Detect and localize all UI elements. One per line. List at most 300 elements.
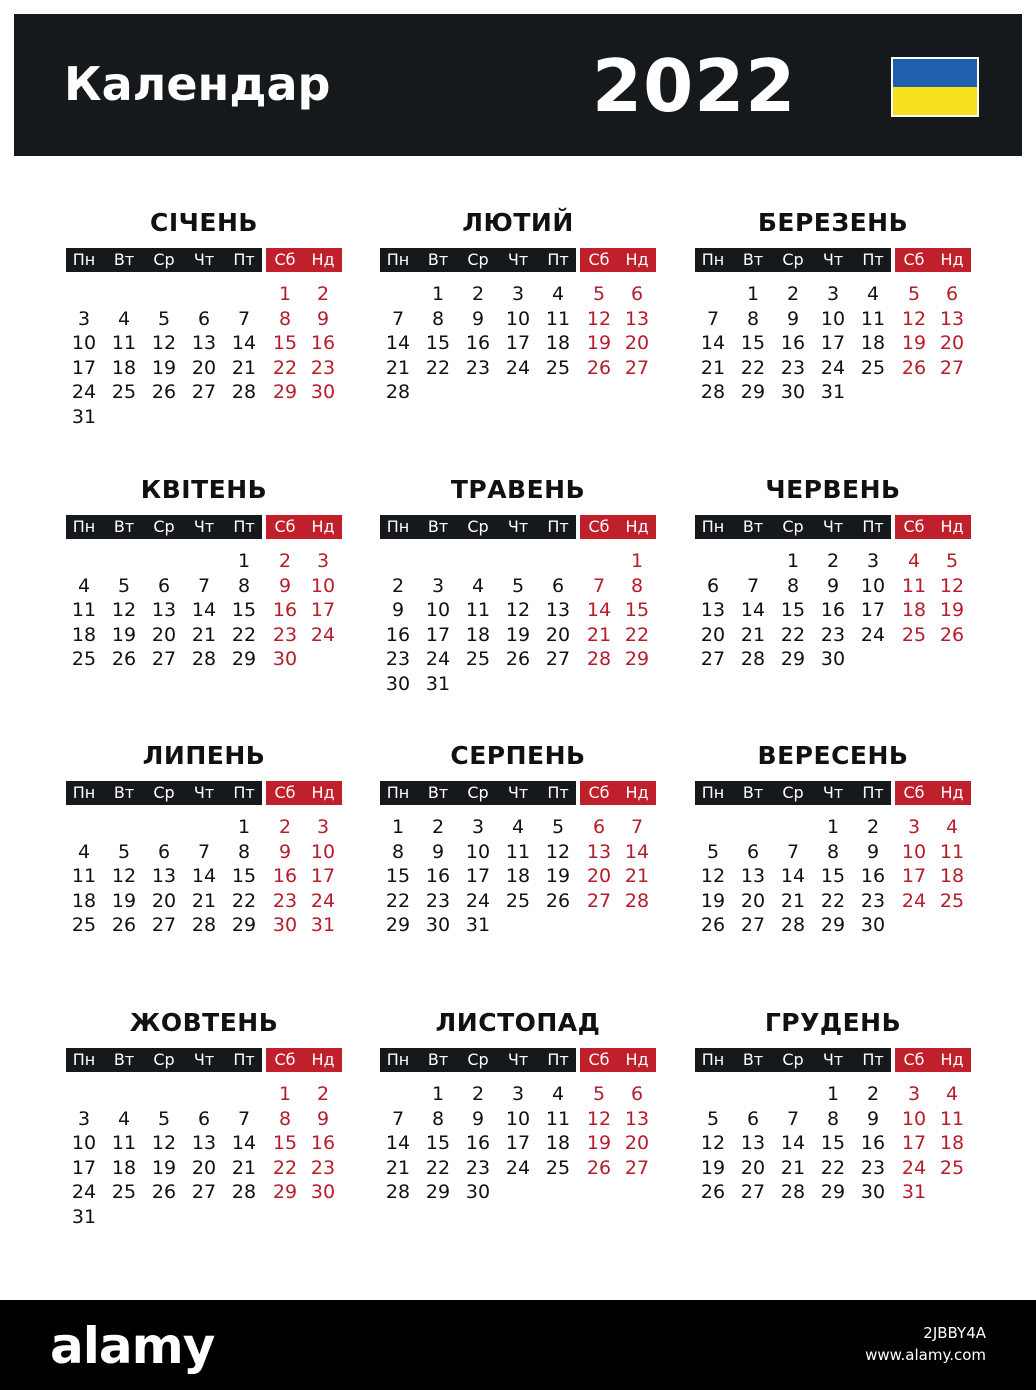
day-number: 5 [117, 574, 131, 597]
day-number: 31 [71, 1205, 97, 1228]
day-number: 12 [700, 1132, 726, 1154]
weekday-header [66, 515, 342, 539]
day-number: 31 [71, 405, 97, 428]
weekday-label: Пн [72, 1050, 96, 1069]
day-number: 31 [425, 672, 451, 695]
weekday-label: Нд [940, 250, 964, 269]
day-number: 9 [866, 1107, 880, 1130]
day-number: 28 [191, 914, 217, 936]
day-number: 11 [71, 865, 97, 887]
day-number: 2 [278, 550, 292, 572]
day-number: 7 [391, 1107, 405, 1130]
day-number: 29 [820, 1181, 846, 1203]
day-number: 14 [624, 840, 650, 863]
day-number: 21 [231, 356, 257, 379]
day-number: 31 [901, 1181, 927, 1203]
day-number: 9 [866, 840, 880, 863]
day-number: 1 [391, 816, 405, 838]
weekday-label: Пн [72, 783, 96, 802]
day-number: 27 [545, 648, 571, 670]
day-number: 16 [385, 623, 411, 646]
month-name: СЕРПЕНЬ [450, 741, 586, 770]
day-number: 29 [231, 914, 257, 936]
day-number: 1 [237, 816, 251, 838]
day-number: 7 [391, 307, 405, 330]
day-number: 21 [740, 623, 766, 646]
day-number: 4 [907, 550, 921, 572]
day-number: 1 [826, 816, 840, 838]
weekday-label: Нд [625, 1050, 649, 1069]
day-number: 4 [117, 1107, 131, 1130]
day-number: 4 [551, 1083, 565, 1105]
day-number: 3 [77, 1107, 91, 1130]
header-banner [14, 14, 1022, 156]
day-number: 24 [310, 623, 336, 646]
day-number: 21 [191, 889, 217, 912]
day-number: 11 [545, 1107, 571, 1130]
day-number: 6 [157, 574, 171, 597]
day-number: 19 [151, 1156, 177, 1179]
day-number: 11 [939, 1107, 965, 1130]
day-number: 19 [700, 1156, 726, 1179]
day-number: 26 [939, 623, 965, 646]
day-number: 3 [866, 550, 880, 572]
day-number: 13 [740, 1132, 766, 1154]
day-number: 6 [945, 283, 959, 305]
day-number: 24 [71, 1181, 97, 1203]
day-number: 20 [586, 865, 612, 887]
day-number: 14 [780, 1132, 806, 1154]
day-number: 10 [465, 840, 491, 863]
day-number: 5 [945, 550, 959, 572]
day-number: 5 [592, 283, 606, 305]
day-number: 9 [786, 307, 800, 330]
day-number: 28 [231, 381, 257, 403]
weekday-label: Чт [507, 517, 529, 536]
day-number: 19 [901, 332, 927, 354]
day-number: 20 [939, 332, 965, 354]
day-number: 21 [191, 623, 217, 646]
day-number: 2 [866, 816, 880, 838]
day-number: 30 [465, 1181, 491, 1203]
month-name: ЛИПЕНЬ [142, 741, 266, 770]
day-number: 14 [231, 1132, 257, 1154]
day-number: 7 [786, 1107, 800, 1130]
day-number: 16 [310, 1132, 336, 1154]
day-number: 12 [151, 1132, 177, 1154]
day-number: 26 [700, 914, 726, 936]
flag-stripe-blue [893, 59, 977, 87]
day-number: 5 [592, 1083, 606, 1105]
day-number: 12 [545, 840, 571, 863]
day-number: 15 [780, 599, 806, 621]
weekday-label: Нд [625, 250, 649, 269]
day-number: 2 [278, 816, 292, 838]
day-number: 16 [465, 1132, 491, 1154]
month-block [695, 741, 971, 991]
day-number: 1 [278, 1083, 292, 1105]
day-number: 8 [786, 574, 800, 597]
weekday-label: Пт [547, 1050, 569, 1069]
day-number: 20 [740, 889, 766, 912]
day-number: 10 [425, 599, 451, 621]
day-number: 15 [385, 865, 411, 887]
day-number: 25 [505, 889, 531, 912]
weekday-label: Пт [233, 250, 255, 269]
day-number: 14 [700, 332, 726, 354]
day-number: 29 [272, 381, 298, 403]
weekday-label: Сб [903, 250, 925, 269]
day-number: 20 [191, 1156, 217, 1179]
day-number: 12 [505, 599, 531, 621]
day-number: 10 [310, 840, 336, 863]
day-number: 11 [545, 307, 571, 330]
weekday-label: Ср [467, 783, 489, 802]
day-number: 2 [316, 1083, 330, 1105]
month-name: СІЧЕНЬ [150, 208, 258, 237]
day-number: 14 [385, 332, 411, 354]
day-number: 1 [826, 1083, 840, 1105]
day-number: 10 [820, 307, 846, 330]
day-number: 25 [939, 889, 965, 912]
day-number: 22 [624, 623, 650, 646]
day-number: 21 [586, 623, 612, 646]
weekday-label: Пн [72, 250, 96, 269]
day-number: 10 [71, 332, 97, 354]
month-block [66, 208, 342, 458]
weekday-label: Нд [311, 517, 335, 536]
day-number: 28 [231, 1181, 257, 1203]
month-name: ЛИСТОПАД [435, 1008, 601, 1037]
weekday-label: Чт [193, 783, 215, 802]
weekday-label: Пн [386, 1050, 410, 1069]
day-number: 13 [939, 307, 965, 330]
day-number: 23 [820, 623, 846, 646]
day-number: 16 [272, 599, 298, 621]
day-number: 21 [385, 1156, 411, 1179]
weekday-label: Ср [782, 250, 804, 269]
day-number: 1 [278, 283, 292, 305]
day-number: 12 [901, 307, 927, 330]
day-number: 19 [111, 623, 137, 646]
weekday-header [66, 781, 342, 805]
day-number: 28 [586, 648, 612, 670]
day-number: 25 [545, 1156, 571, 1179]
weekday-label: Пн [386, 250, 410, 269]
weekday-label: Сб [588, 783, 610, 802]
day-number: 26 [111, 648, 137, 670]
day-number: 22 [780, 623, 806, 646]
day-number: 23 [310, 1156, 336, 1179]
day-number: 4 [471, 574, 485, 597]
day-number: 2 [826, 550, 840, 572]
month-block [380, 741, 656, 991]
day-number: 8 [237, 574, 251, 597]
day-number: 18 [939, 1132, 965, 1154]
weekday-header [66, 1048, 342, 1072]
day-number: 12 [939, 574, 965, 597]
month-name: ГРУДЕНЬ [764, 1008, 902, 1037]
day-number: 1 [237, 550, 251, 572]
day-number: 6 [197, 1107, 211, 1130]
day-number: 13 [151, 865, 177, 887]
day-number: 14 [191, 599, 217, 621]
day-number: 7 [786, 840, 800, 863]
weekday-label: Пн [701, 517, 725, 536]
day-number: 7 [197, 840, 211, 863]
weekday-header [695, 248, 971, 272]
day-number: 30 [860, 914, 886, 936]
day-number: 10 [71, 1132, 97, 1154]
weekday-label: Вт [427, 517, 449, 536]
day-number: 2 [431, 816, 445, 838]
day-number: 22 [425, 1156, 451, 1179]
watermark-footer [0, 1300, 1036, 1390]
day-number: 20 [151, 889, 177, 912]
day-number: 14 [586, 599, 612, 621]
weekday-label: Нд [940, 517, 964, 536]
day-number: 29 [624, 648, 650, 670]
day-number: 22 [740, 356, 766, 379]
weekday-label: Вт [427, 250, 449, 269]
day-number: 20 [740, 1156, 766, 1179]
day-number: 26 [151, 381, 177, 403]
day-number: 19 [111, 889, 137, 912]
day-number: 28 [385, 1181, 411, 1203]
month-block [380, 1008, 656, 1258]
day-number: 3 [511, 1083, 525, 1105]
day-number: 5 [157, 1107, 171, 1130]
day-number: 28 [624, 889, 650, 912]
weekday-label: Вт [113, 1050, 135, 1069]
day-number: 25 [939, 1156, 965, 1179]
day-number: 9 [431, 840, 445, 863]
day-number: 27 [700, 648, 726, 670]
weekday-label: Нд [940, 783, 964, 802]
day-number: 28 [780, 914, 806, 936]
weekday-label: Нд [940, 1050, 964, 1069]
day-number: 24 [901, 889, 927, 912]
weekday-header [66, 248, 342, 272]
day-number: 13 [151, 599, 177, 621]
image-credit [865, 1322, 986, 1366]
day-number: 29 [385, 914, 411, 936]
day-number: 19 [505, 623, 531, 646]
weekday-label: Пт [547, 517, 569, 536]
day-number: 17 [820, 332, 846, 354]
day-number: 9 [316, 1107, 330, 1130]
day-number: 4 [945, 816, 959, 838]
day-number: 13 [624, 307, 650, 330]
day-number: 8 [391, 840, 405, 863]
weekday-label: Пн [701, 1050, 725, 1069]
weekday-label: Пт [547, 250, 569, 269]
day-number: 15 [624, 599, 650, 621]
day-number: 15 [820, 865, 846, 887]
month-name: ЖОВТЕНЬ [129, 1008, 279, 1037]
day-number: 9 [278, 574, 292, 597]
day-number: 26 [901, 356, 927, 379]
calendar-year: 2022 [592, 44, 797, 128]
day-number: 12 [586, 1107, 612, 1130]
day-number: 26 [586, 1156, 612, 1179]
day-number: 28 [385, 381, 411, 403]
day-number: 18 [111, 356, 137, 379]
day-number: 22 [272, 356, 298, 379]
month-block [380, 208, 656, 458]
day-number: 29 [231, 648, 257, 670]
day-number: 18 [71, 889, 97, 912]
day-number: 27 [624, 1156, 650, 1179]
day-number: 9 [471, 307, 485, 330]
day-number: 7 [237, 1107, 251, 1130]
day-number: 29 [740, 381, 766, 403]
weekday-label: Пн [701, 250, 725, 269]
day-number: 8 [278, 1107, 292, 1130]
weekday-label: Ср [782, 1050, 804, 1069]
day-number: 15 [820, 1132, 846, 1154]
day-number: 23 [272, 623, 298, 646]
month-block [380, 475, 656, 725]
day-number: 6 [746, 840, 760, 863]
day-number: 25 [71, 914, 97, 936]
weekday-label: Чт [507, 250, 529, 269]
day-number: 16 [820, 599, 846, 621]
day-number: 24 [860, 623, 886, 646]
day-number: 8 [630, 574, 644, 597]
day-number: 13 [191, 1132, 217, 1154]
day-number: 26 [700, 1181, 726, 1203]
weekday-label: Пн [72, 517, 96, 536]
day-number: 17 [901, 1132, 927, 1154]
day-number: 8 [826, 840, 840, 863]
day-number: 30 [310, 381, 336, 403]
weekday-label: Сб [903, 783, 925, 802]
weekday-label: Пт [233, 1050, 255, 1069]
day-number: 6 [630, 1083, 644, 1105]
day-number: 24 [465, 889, 491, 912]
day-number: 15 [231, 599, 257, 621]
day-number: 8 [431, 307, 445, 330]
day-number: 25 [111, 1181, 137, 1203]
weekday-label: Чт [193, 1050, 215, 1069]
day-number: 11 [505, 840, 531, 863]
day-number: 13 [624, 1107, 650, 1130]
day-number: 8 [278, 307, 292, 330]
day-number: 30 [310, 1181, 336, 1203]
day-number: 2 [391, 574, 405, 597]
day-number: 6 [157, 840, 171, 863]
day-number: 12 [700, 865, 726, 887]
day-number: 5 [907, 283, 921, 305]
day-number: 15 [272, 332, 298, 354]
weekday-label: Пт [547, 783, 569, 802]
day-number: 16 [272, 865, 298, 887]
day-number: 3 [907, 1083, 921, 1105]
day-number: 20 [624, 1132, 650, 1154]
day-number: 26 [151, 1181, 177, 1203]
day-number: 30 [425, 914, 451, 936]
day-number: 16 [860, 1132, 886, 1154]
weekday-header [695, 1048, 971, 1072]
day-number: 9 [278, 840, 292, 863]
day-number: 3 [316, 550, 330, 572]
day-number: 30 [272, 914, 298, 936]
weekday-label: Нд [625, 783, 649, 802]
day-number: 25 [111, 381, 137, 403]
weekday-label: Сб [274, 783, 296, 802]
month-name: ЧЕРВЕНЬ [765, 475, 901, 504]
weekday-label: Вт [742, 250, 764, 269]
image-url: www.alamy.com [865, 1346, 986, 1364]
day-number: 29 [820, 914, 846, 936]
day-number: 7 [746, 574, 760, 597]
day-number: 15 [425, 1132, 451, 1154]
day-number: 11 [901, 574, 927, 597]
weekday-label: Вт [427, 1050, 449, 1069]
flag-stripe-yellow [893, 87, 977, 115]
day-number: 5 [511, 574, 525, 597]
day-number: 12 [586, 307, 612, 330]
day-number: 24 [820, 356, 846, 379]
day-number: 12 [151, 332, 177, 354]
day-number: 4 [117, 307, 131, 330]
day-number: 4 [945, 1083, 959, 1105]
day-number: 3 [511, 283, 525, 305]
day-number: 20 [545, 623, 571, 646]
weekday-label: Чт [507, 783, 529, 802]
day-number: 27 [191, 1181, 217, 1203]
day-number: 19 [700, 889, 726, 912]
day-number: 13 [740, 865, 766, 887]
alamy-logo: alamy [50, 1317, 215, 1375]
day-number: 23 [860, 1156, 886, 1179]
day-number: 21 [700, 356, 726, 379]
weekday-label: Чт [507, 1050, 529, 1069]
day-number: 17 [860, 599, 886, 621]
day-number: 31 [310, 914, 336, 936]
day-number: 21 [231, 1156, 257, 1179]
day-number: 27 [740, 914, 766, 936]
day-number: 30 [272, 648, 298, 670]
day-number: 13 [191, 332, 217, 354]
day-number: 2 [866, 1083, 880, 1105]
day-number: 4 [551, 283, 565, 305]
weekday-label: Нд [311, 250, 335, 269]
day-number: 24 [310, 889, 336, 912]
day-number: 29 [272, 1181, 298, 1203]
day-number: 20 [151, 623, 177, 646]
day-number: 23 [780, 356, 806, 379]
day-number: 25 [860, 356, 886, 379]
day-number: 23 [385, 648, 411, 670]
day-number: 15 [425, 332, 451, 354]
weekday-label: Пт [233, 517, 255, 536]
day-number: 6 [706, 574, 720, 597]
day-number: 13 [586, 840, 612, 863]
day-number: 2 [786, 283, 800, 305]
day-number: 16 [860, 865, 886, 887]
day-number: 17 [901, 865, 927, 887]
day-number: 31 [820, 381, 846, 403]
day-number: 20 [700, 623, 726, 646]
day-number: 28 [191, 648, 217, 670]
day-number: 13 [700, 599, 726, 621]
day-number: 17 [71, 1156, 97, 1179]
weekday-header [380, 1048, 656, 1072]
weekday-label: Вт [427, 783, 449, 802]
day-number: 31 [465, 914, 491, 936]
